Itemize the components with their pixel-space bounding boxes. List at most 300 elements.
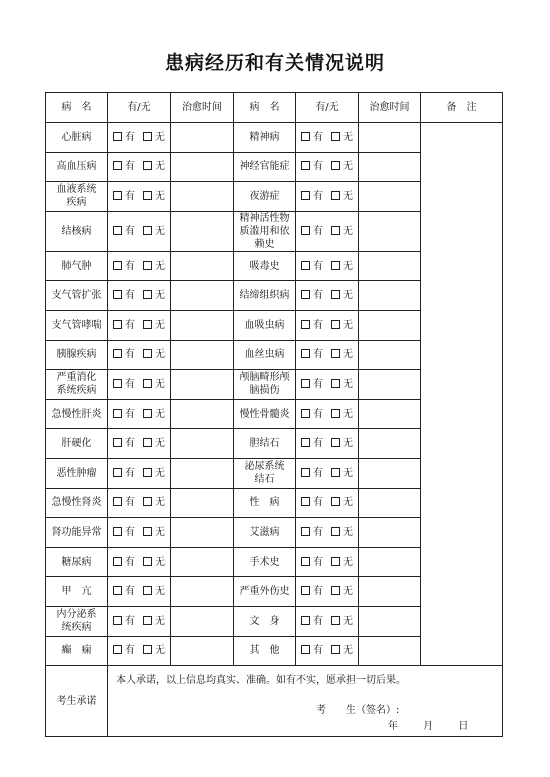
- checkbox-label: 无: [343, 378, 353, 390]
- cure-time-right-cell[interactable]: [359, 458, 421, 488]
- checkbox-label: 有: [313, 225, 323, 237]
- checkbox-no[interactable]: [331, 161, 340, 170]
- right-yes-option[interactable]: [301, 497, 323, 508]
- cure-time-right-cell[interactable]: [359, 211, 421, 251]
- checkbox-label: 无: [343, 645, 353, 657]
- left-yes-no-cell: [108, 606, 171, 636]
- right-yes-option[interactable]: [301, 161, 323, 172]
- checkbox-label: 有: [313, 260, 323, 272]
- checkbox-label: 有: [125, 556, 135, 568]
- pledge-row: [46, 666, 503, 737]
- cure-time-left-cell[interactable]: [171, 606, 234, 636]
- checkbox-yes[interactable]: [301, 132, 310, 141]
- remark-cell[interactable]: [421, 123, 503, 666]
- cure-time-left-cell[interactable]: [171, 251, 234, 281]
- checkbox-no[interactable]: [143, 616, 152, 625]
- disease-name-right: 手术史: [234, 547, 296, 577]
- checkbox-yes[interactable]: [301, 468, 310, 477]
- left-no-option[interactable]: [143, 616, 165, 627]
- checkbox-label: 无: [343, 497, 353, 509]
- left-yes-option[interactable]: [113, 645, 135, 656]
- checkbox-no[interactable]: [143, 586, 152, 595]
- disease-name-left: 急慢性肾炎: [46, 488, 108, 518]
- checkbox-label: 无: [155, 586, 165, 598]
- left-yes-no-cell: [108, 429, 171, 459]
- checkbox-label: 无: [155, 349, 165, 361]
- checkbox-yes[interactable]: [113, 349, 122, 358]
- cure-time-right-cell[interactable]: [359, 606, 421, 636]
- checkbox-yes[interactable]: [113, 468, 122, 477]
- disease-name-left: 恶性肿瘤: [46, 458, 108, 488]
- checkbox-yes[interactable]: [301, 557, 310, 566]
- right-yes-option[interactable]: [301, 191, 323, 202]
- left-yes-option[interactable]: [113, 468, 135, 479]
- checkbox-yes[interactable]: [301, 191, 310, 200]
- right-yes-no-cell: [296, 488, 359, 518]
- checkbox-yes[interactable]: [301, 497, 310, 506]
- checkbox-yes[interactable]: [113, 132, 122, 141]
- checkbox-label: 有: [125, 615, 135, 627]
- cure-time-right-cell[interactable]: [359, 310, 421, 340]
- checkbox-yes[interactable]: [113, 409, 122, 418]
- header-yes-no-2: 有/无: [296, 93, 359, 123]
- checkbox-label: 有: [313, 349, 323, 361]
- cure-time-right-cell[interactable]: [359, 152, 421, 182]
- checkbox-no[interactable]: [331, 379, 340, 388]
- disease-name-left: 糖尿病: [46, 547, 108, 577]
- right-yes-option[interactable]: [301, 557, 323, 568]
- right-no-option[interactable]: [331, 320, 353, 331]
- cure-time-left-cell[interactable]: [171, 370, 234, 400]
- cure-time-left-cell[interactable]: [171, 518, 234, 548]
- checkbox-label: 无: [343, 319, 353, 331]
- checkbox-label: 无: [155, 556, 165, 568]
- right-yes-option[interactable]: [301, 379, 323, 390]
- left-yes-option[interactable]: [113, 261, 135, 272]
- right-no-option[interactable]: [331, 191, 353, 202]
- left-no-option[interactable]: [143, 290, 165, 301]
- disease-name-right: 吸毒史: [234, 251, 296, 281]
- checkbox-label: 无: [155, 645, 165, 657]
- checkbox-yes[interactable]: [113, 616, 122, 625]
- checkbox-yes[interactable]: [113, 261, 122, 270]
- left-no-option[interactable]: [143, 645, 165, 656]
- left-no-option[interactable]: [143, 161, 165, 172]
- checkbox-yes[interactable]: [113, 161, 122, 170]
- right-no-option[interactable]: [331, 349, 353, 360]
- header-disease-name-2: 病 名: [234, 93, 296, 123]
- checkbox-yes[interactable]: [301, 226, 310, 235]
- cure-time-left-cell[interactable]: [171, 547, 234, 577]
- checkbox-no[interactable]: [143, 226, 152, 235]
- checkbox-no[interactable]: [331, 586, 340, 595]
- disease-name-left: 癫 痫: [46, 636, 108, 666]
- cure-time-right-cell[interactable]: [359, 518, 421, 548]
- checkbox-no[interactable]: [331, 226, 340, 235]
- right-yes-no-cell: [296, 458, 359, 488]
- checkbox-label: 有: [313, 586, 323, 598]
- cure-time-right-cell[interactable]: [359, 123, 421, 153]
- right-yes-option[interactable]: [301, 586, 323, 597]
- left-no-option[interactable]: [143, 527, 165, 538]
- right-yes-option[interactable]: [301, 261, 323, 272]
- checkbox-yes[interactable]: [301, 438, 310, 447]
- right-yes-no-cell: [296, 518, 359, 548]
- right-yes-no-cell: [296, 123, 359, 153]
- checkbox-label: 有: [313, 161, 323, 173]
- left-no-option[interactable]: [143, 497, 165, 508]
- checkbox-label: 有: [125, 467, 135, 479]
- checkbox-label: 无: [343, 615, 353, 627]
- checkbox-yes[interactable]: [301, 409, 310, 418]
- left-no-option[interactable]: [143, 349, 165, 360]
- left-yes-no-cell: [108, 251, 171, 281]
- cure-time-left-cell[interactable]: [171, 310, 234, 340]
- checkbox-yes[interactable]: [301, 320, 310, 329]
- left-yes-option[interactable]: [113, 586, 135, 597]
- left-no-option[interactable]: [143, 261, 165, 272]
- disease-name-left: 高血压病: [46, 152, 108, 182]
- checkbox-label: 有: [313, 645, 323, 657]
- right-yes-no-cell: [296, 182, 359, 212]
- header-disease-name: 病 名: [46, 93, 108, 123]
- checkbox-label: 有: [125, 260, 135, 272]
- disease-name-right: 精神病: [234, 123, 296, 153]
- checkbox-no[interactable]: [143, 320, 152, 329]
- header-cure-time-2: 治愈时间: [359, 93, 421, 123]
- checkbox-no[interactable]: [331, 409, 340, 418]
- left-yes-no-cell: [108, 340, 171, 370]
- disease-name-right: 泌尿系统结石: [234, 458, 296, 488]
- pledge-content: [108, 666, 503, 737]
- checkbox-label: 有: [313, 615, 323, 627]
- cure-time-right-cell[interactable]: [359, 636, 421, 666]
- checkbox-label: 无: [155, 408, 165, 420]
- table-row: [46, 123, 503, 153]
- checkbox-yes[interactable]: [113, 226, 122, 235]
- right-no-option[interactable]: [331, 616, 353, 627]
- checkbox-label: 无: [155, 319, 165, 331]
- checkbox-no[interactable]: [331, 191, 340, 200]
- cure-time-left-cell[interactable]: [171, 488, 234, 518]
- header-cure-time: 治愈时间: [171, 93, 234, 123]
- cure-time-left-cell[interactable]: [171, 429, 234, 459]
- signature-field[interactable]: 考 生（签名）:: [316, 705, 400, 717]
- disease-name-left: 甲 亢: [46, 577, 108, 607]
- checkbox-yes[interactable]: [301, 527, 310, 536]
- checkbox-no[interactable]: [143, 290, 152, 299]
- cure-time-right-cell[interactable]: [359, 547, 421, 577]
- cure-time-left-cell[interactable]: [171, 211, 234, 251]
- checkbox-label: 有: [125, 319, 135, 331]
- checkbox-no[interactable]: [331, 261, 340, 270]
- left-no-option[interactable]: [143, 468, 165, 479]
- right-yes-option[interactable]: [301, 468, 323, 479]
- left-yes-option[interactable]: [113, 438, 135, 449]
- checkbox-label: 有: [313, 467, 323, 479]
- checkbox-no[interactable]: [143, 132, 152, 141]
- cure-time-left-cell[interactable]: [171, 152, 234, 182]
- right-no-option[interactable]: [331, 290, 353, 301]
- checkbox-label: 有: [125, 190, 135, 202]
- left-yes-option[interactable]: [113, 161, 135, 172]
- checkbox-label: 无: [155, 161, 165, 173]
- checkbox-no[interactable]: [143, 349, 152, 358]
- left-no-option[interactable]: [143, 379, 165, 390]
- checkbox-label: 有: [125, 225, 135, 237]
- left-yes-option[interactable]: [113, 527, 135, 538]
- cure-time-left-cell[interactable]: [171, 182, 234, 212]
- right-yes-no-cell: [296, 340, 359, 370]
- left-no-option[interactable]: [143, 438, 165, 449]
- page-title: 患病经历和有关情况说明: [164, 52, 385, 74]
- right-yes-option[interactable]: [301, 320, 323, 331]
- left-yes-option[interactable]: [113, 226, 135, 237]
- checkbox-label: 无: [343, 526, 353, 538]
- checkbox-yes[interactable]: [301, 616, 310, 625]
- checkbox-label: 有: [313, 190, 323, 202]
- checkbox-yes[interactable]: [113, 290, 122, 299]
- disease-name-left: 支气管哮喘: [46, 310, 108, 340]
- left-yes-option[interactable]: [113, 409, 135, 420]
- checkbox-no[interactable]: [143, 557, 152, 566]
- right-yes-option[interactable]: [301, 290, 323, 301]
- checkbox-no[interactable]: [331, 468, 340, 477]
- table-header-row: [46, 93, 503, 123]
- cure-time-right-cell[interactable]: [359, 340, 421, 370]
- left-yes-option[interactable]: [113, 616, 135, 627]
- checkbox-yes[interactable]: [113, 557, 122, 566]
- right-no-option[interactable]: [331, 132, 353, 143]
- cure-time-right-cell[interactable]: [359, 399, 421, 429]
- right-yes-option[interactable]: [301, 226, 323, 237]
- right-yes-option[interactable]: [301, 409, 323, 420]
- checkbox-label: 有: [125, 349, 135, 361]
- left-yes-no-cell: [108, 310, 171, 340]
- checkbox-label: 无: [155, 438, 165, 450]
- checkbox-no[interactable]: [143, 438, 152, 447]
- left-no-option[interactable]: [143, 191, 165, 202]
- cure-time-right-cell[interactable]: [359, 182, 421, 212]
- checkbox-no[interactable]: [143, 527, 152, 536]
- checkbox-yes[interactable]: [113, 320, 122, 329]
- right-no-option[interactable]: [331, 261, 353, 272]
- checkbox-no[interactable]: [143, 468, 152, 477]
- cure-time-left-cell[interactable]: [171, 123, 234, 153]
- checkbox-no[interactable]: [331, 438, 340, 447]
- checkbox-yes[interactable]: [113, 586, 122, 595]
- checkbox-no[interactable]: [331, 557, 340, 566]
- checkbox-no[interactable]: [331, 349, 340, 358]
- right-yes-option[interactable]: [301, 132, 323, 143]
- checkbox-label: 有: [313, 378, 323, 390]
- disease-name-right: 艾滋病: [234, 518, 296, 548]
- left-yes-option[interactable]: [113, 320, 135, 331]
- disease-name-right: 性 病: [234, 488, 296, 518]
- cure-time-left-cell[interactable]: [171, 399, 234, 429]
- checkbox-label: 无: [343, 161, 353, 173]
- cure-time-right-cell[interactable]: [359, 429, 421, 459]
- checkbox-label: 有: [313, 526, 323, 538]
- left-yes-no-cell: [108, 518, 171, 548]
- right-no-option[interactable]: [331, 645, 353, 656]
- pledge-label: 考生承诺: [46, 666, 108, 737]
- left-yes-no-cell: [108, 636, 171, 666]
- checkbox-no[interactable]: [331, 645, 340, 654]
- disease-name-left: 急慢性肝炎: [46, 399, 108, 429]
- left-yes-option[interactable]: [113, 290, 135, 301]
- checkbox-no[interactable]: [143, 409, 152, 418]
- checkbox-yes[interactable]: [301, 379, 310, 388]
- checkbox-label: 有: [125, 290, 135, 302]
- disease-name-right: 神经官能症: [234, 152, 296, 182]
- right-no-option[interactable]: [331, 497, 353, 508]
- checkbox-yes[interactable]: [301, 349, 310, 358]
- disease-name-right: 结缔组织病: [234, 281, 296, 311]
- right-yes-option[interactable]: [301, 645, 323, 656]
- checkbox-yes[interactable]: [301, 261, 310, 270]
- checkbox-label: 无: [343, 408, 353, 420]
- right-no-option[interactable]: [331, 468, 353, 479]
- cure-time-left-cell[interactable]: [171, 458, 234, 488]
- cure-time-right-cell[interactable]: [359, 370, 421, 400]
- disease-name-left: 严重消化系统疾病: [46, 370, 108, 400]
- left-no-option[interactable]: [143, 409, 165, 420]
- cure-time-right-cell[interactable]: [359, 281, 421, 311]
- checkbox-no[interactable]: [143, 379, 152, 388]
- checkbox-no[interactable]: [331, 132, 340, 141]
- left-no-option[interactable]: [143, 226, 165, 237]
- disease-name-left: 血液系统疾病: [46, 182, 108, 212]
- disease-name-left: 内分泌系统疾病: [46, 606, 108, 636]
- checkbox-no[interactable]: [331, 497, 340, 506]
- checkbox-label: 有: [125, 161, 135, 173]
- right-no-option[interactable]: [331, 161, 353, 172]
- left-yes-no-cell: [108, 152, 171, 182]
- checkbox-label: 无: [155, 378, 165, 390]
- cure-time-left-cell[interactable]: [171, 636, 234, 666]
- left-yes-no-cell: [108, 547, 171, 577]
- checkbox-yes[interactable]: [113, 527, 122, 536]
- left-no-option[interactable]: [143, 132, 165, 143]
- right-yes-no-cell: [296, 547, 359, 577]
- left-yes-no-cell: [108, 577, 171, 607]
- right-no-option[interactable]: [331, 438, 353, 449]
- left-yes-no-cell: [108, 281, 171, 311]
- checkbox-label: 无: [155, 290, 165, 302]
- checkbox-no[interactable]: [143, 161, 152, 170]
- right-no-option[interactable]: [331, 409, 353, 420]
- disease-name-right: 慢性骨髓炎: [234, 399, 296, 429]
- disease-name-left: 肺气肿: [46, 251, 108, 281]
- checkbox-yes[interactable]: [113, 191, 122, 200]
- cure-time-right-cell[interactable]: [359, 251, 421, 281]
- checkbox-label: 无: [343, 290, 353, 302]
- checkbox-yes[interactable]: [113, 438, 122, 447]
- left-yes-option[interactable]: [113, 349, 135, 360]
- left-yes-option[interactable]: [113, 191, 135, 202]
- left-no-option[interactable]: [143, 320, 165, 331]
- checkbox-no[interactable]: [331, 320, 340, 329]
- left-yes-no-cell: [108, 458, 171, 488]
- cure-time-left-cell[interactable]: [171, 281, 234, 311]
- right-no-option[interactable]: [331, 379, 353, 390]
- disease-name-right: 夜游症: [234, 182, 296, 212]
- disease-name-left: 心脏病: [46, 123, 108, 153]
- checkbox-yes[interactable]: [301, 161, 310, 170]
- checkbox-no[interactable]: [331, 290, 340, 299]
- left-yes-option[interactable]: [113, 497, 135, 508]
- checkbox-no[interactable]: [331, 527, 340, 536]
- disease-name-right: 胆结石: [234, 429, 296, 459]
- right-no-option[interactable]: [331, 226, 353, 237]
- header-remark: 备 注: [421, 93, 503, 123]
- checkbox-label: 有: [125, 645, 135, 657]
- date-field[interactable]: 年 月 日: [388, 721, 469, 733]
- right-no-option[interactable]: [331, 557, 353, 568]
- right-yes-no-cell: [296, 370, 359, 400]
- disease-name-right: 颅脑畸形颅脑损伤: [234, 370, 296, 400]
- cure-time-right-cell[interactable]: [359, 577, 421, 607]
- left-yes-option[interactable]: [113, 557, 135, 568]
- checkbox-no[interactable]: [143, 261, 152, 270]
- left-no-option[interactable]: [143, 586, 165, 597]
- right-yes-no-cell: [296, 152, 359, 182]
- medical-history-table: [45, 92, 503, 737]
- left-no-option[interactable]: [143, 557, 165, 568]
- checkbox-label: 无: [343, 260, 353, 272]
- right-yes-option[interactable]: [301, 616, 323, 627]
- cure-time-right-cell[interactable]: [359, 488, 421, 518]
- checkbox-label: 有: [125, 526, 135, 538]
- checkbox-yes[interactable]: [301, 290, 310, 299]
- checkbox-label: 有: [125, 408, 135, 420]
- disease-name-left: 肝硬化: [46, 429, 108, 459]
- checkbox-label: 有: [313, 438, 323, 450]
- checkbox-no[interactable]: [143, 645, 152, 654]
- cure-time-left-cell[interactable]: [171, 340, 234, 370]
- left-yes-option[interactable]: [113, 379, 135, 390]
- checkbox-label: 有: [313, 408, 323, 420]
- checkbox-no[interactable]: [143, 497, 152, 506]
- checkbox-yes[interactable]: [113, 379, 122, 388]
- checkbox-label: 有: [313, 319, 323, 331]
- checkbox-label: 无: [155, 467, 165, 479]
- left-yes-option[interactable]: [113, 132, 135, 143]
- checkbox-label: 有: [313, 556, 323, 568]
- disease-name-right: 文 身: [234, 606, 296, 636]
- right-yes-option[interactable]: [301, 349, 323, 360]
- checkbox-no[interactable]: [143, 191, 152, 200]
- checkbox-label: 无: [343, 586, 353, 598]
- cure-time-left-cell[interactable]: [171, 577, 234, 607]
- header-yes-no: 有/无: [108, 93, 171, 123]
- right-yes-option[interactable]: [301, 527, 323, 538]
- checkbox-yes[interactable]: [301, 645, 310, 654]
- right-no-option[interactable]: [331, 527, 353, 538]
- right-yes-no-cell: [296, 211, 359, 251]
- checkbox-yes[interactable]: [113, 645, 122, 654]
- disease-name-left: 支气管扩张: [46, 281, 108, 311]
- left-yes-no-cell: [108, 370, 171, 400]
- right-yes-no-cell: [296, 310, 359, 340]
- checkbox-yes[interactable]: [301, 586, 310, 595]
- checkbox-no[interactable]: [331, 616, 340, 625]
- right-no-option[interactable]: [331, 586, 353, 597]
- checkbox-label: 有: [125, 586, 135, 598]
- checkbox-yes[interactable]: [113, 497, 122, 506]
- right-yes-option[interactable]: [301, 438, 323, 449]
